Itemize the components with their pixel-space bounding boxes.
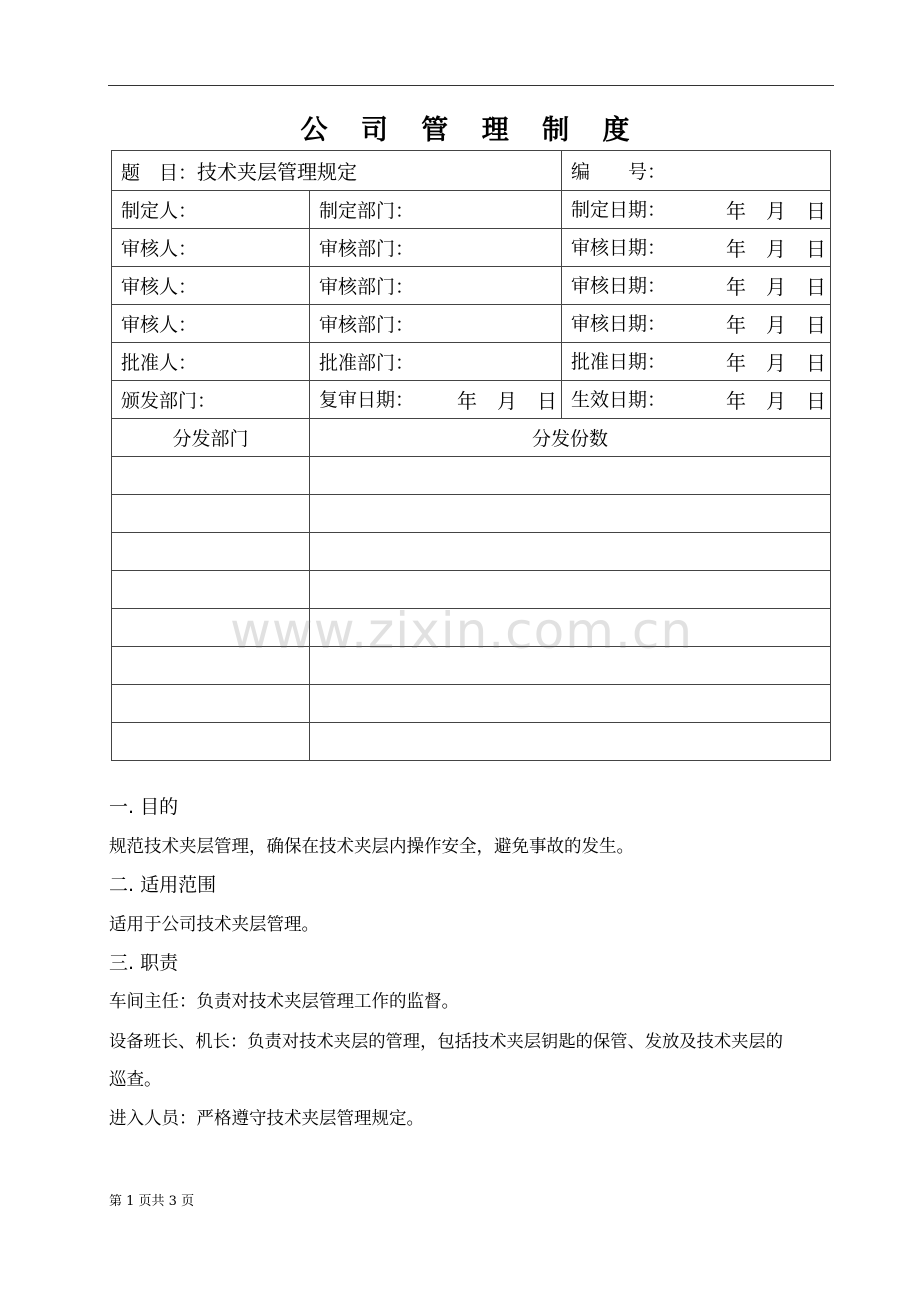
dept-cell: 制定部门：: [310, 191, 562, 229]
month-mark: 月: [766, 199, 787, 223]
form-row: [112, 191, 831, 229]
date-placeholder: [706, 385, 830, 414]
date-label: 审核日期：: [571, 275, 667, 297]
section-heading-duties: 三. 职责: [109, 952, 179, 974]
distribution-row: [112, 647, 831, 685]
person-cell: 审核人：: [112, 267, 310, 305]
month-mark: 月: [766, 389, 787, 413]
effective-date-label: 生效日期：: [571, 389, 667, 411]
dist-copies-cell: [310, 457, 831, 495]
date-placeholder: [437, 385, 561, 414]
form-row: [112, 305, 831, 343]
date-label: 审核日期：: [571, 237, 667, 259]
date-cell: [562, 343, 831, 381]
distribution-row: [112, 457, 831, 495]
dist-copies-cell: [310, 647, 831, 685]
month-mark: 月: [766, 275, 787, 299]
day-mark: 日: [806, 351, 827, 375]
day-mark: 日: [537, 389, 558, 413]
review-date-cell: [310, 381, 562, 419]
dist-dept-cell: [112, 457, 310, 495]
year-mark: 年: [457, 389, 478, 413]
subject-label: 题 目：: [121, 162, 198, 184]
date-label: 制定日期：: [571, 199, 667, 221]
dept-cell: 审核部门：: [310, 305, 562, 343]
duty-line: 车间主任：负责对技术夹层管理工作的监督。: [109, 992, 459, 1012]
day-mark: 日: [806, 237, 827, 261]
dist-dept-cell: [112, 495, 310, 533]
year-mark: 年: [726, 351, 747, 375]
section-body-purpose: 规范技术夹层管理，确保在技术夹层内操作安全，避免事故的发生。: [109, 837, 634, 857]
distribution-row: [112, 609, 831, 647]
dist-copies-cell: [310, 609, 831, 647]
form-row-issue: [112, 381, 831, 419]
dist-copies-cell: [310, 723, 831, 761]
date-label: 批准日期：: [571, 351, 667, 373]
distribution-row: [112, 571, 831, 609]
year-mark: 年: [726, 199, 747, 223]
date-placeholder: [706, 309, 830, 338]
day-mark: 日: [806, 275, 827, 299]
form-row-subject: [112, 151, 831, 191]
review-date-label: 复审日期：: [319, 389, 415, 411]
day-mark: 日: [806, 389, 827, 413]
dist-copies-cell: [310, 685, 831, 723]
month-mark: 月: [497, 389, 518, 413]
number-cell: [562, 151, 831, 191]
dist-copies-cell: [310, 533, 831, 571]
duty-line-continued: 巡查。: [109, 1070, 162, 1090]
dept-cell: 审核部门：: [310, 229, 562, 267]
section-body-scope: 适用于公司技术夹层管理。: [109, 915, 319, 935]
dist-dept-cell: [112, 685, 310, 723]
distribution-row: [112, 685, 831, 723]
distribution-row: [112, 723, 831, 761]
date-placeholder: [706, 347, 830, 376]
watermark: www.zixin.com.cn: [230, 602, 694, 660]
approval-form-table: [111, 150, 831, 761]
number-label: 编 号：: [571, 161, 667, 183]
dist-dept-cell: [112, 723, 310, 761]
month-mark: 月: [766, 313, 787, 337]
distribution-row: [112, 495, 831, 533]
dist-dept-cell: [112, 647, 310, 685]
dist-copies-header: 分发份数: [310, 419, 831, 457]
form-row: [112, 267, 831, 305]
section-heading-purpose: 一. 目的: [109, 796, 179, 818]
issue-dept-cell: 颁发部门：: [112, 381, 310, 419]
duty-line: 进入人员：严格遵守技术夹层管理规定。: [109, 1109, 424, 1129]
day-mark: 日: [806, 313, 827, 337]
dist-dept-cell: [112, 609, 310, 647]
date-label: 审核日期：: [571, 313, 667, 335]
dist-copies-cell: [310, 571, 831, 609]
distribution-row: [112, 533, 831, 571]
dept-cell: 批准部门：: [310, 343, 562, 381]
dist-dept-cell: [112, 571, 310, 609]
month-mark: 月: [766, 237, 787, 261]
dist-dept-cell: [112, 533, 310, 571]
year-mark: 年: [726, 237, 747, 261]
date-placeholder: [706, 195, 830, 224]
date-cell: [562, 267, 831, 305]
subject-value: 技术夹层管理规定: [197, 160, 358, 184]
distribution-header-row: [112, 419, 831, 457]
year-mark: 年: [726, 275, 747, 299]
person-cell: 制定人：: [112, 191, 310, 229]
header-rule: [108, 85, 834, 86]
dept-cell: 审核部门：: [310, 267, 562, 305]
month-mark: 月: [766, 351, 787, 375]
form-row: [112, 343, 831, 381]
year-mark: 年: [726, 389, 747, 413]
date-cell: [562, 229, 831, 267]
document-title: 公 司 管 理 制 度: [300, 115, 642, 146]
section-heading-scope: 二. 适用范围: [109, 874, 217, 896]
date-cell: [562, 305, 831, 343]
person-cell: 审核人：: [112, 229, 310, 267]
dist-dept-header: 分发部门: [112, 419, 310, 457]
day-mark: 日: [806, 199, 827, 223]
person-cell: 批准人：: [112, 343, 310, 381]
year-mark: 年: [726, 313, 747, 337]
person-cell: 审核人：: [112, 305, 310, 343]
effective-date-cell: [562, 381, 831, 419]
page-footer: 第 1 页共 3 页: [109, 1194, 195, 1209]
dist-copies-cell: [310, 495, 831, 533]
subject-cell: [112, 151, 562, 191]
date-cell: [562, 191, 831, 229]
duty-line: 设备班长、机长：负责对技术夹层的管理，包括技术夹层钥匙的保管、发放及技术夹层的: [109, 1032, 783, 1052]
form-row: [112, 229, 831, 267]
date-placeholder: [706, 233, 830, 262]
date-placeholder: [706, 271, 830, 300]
